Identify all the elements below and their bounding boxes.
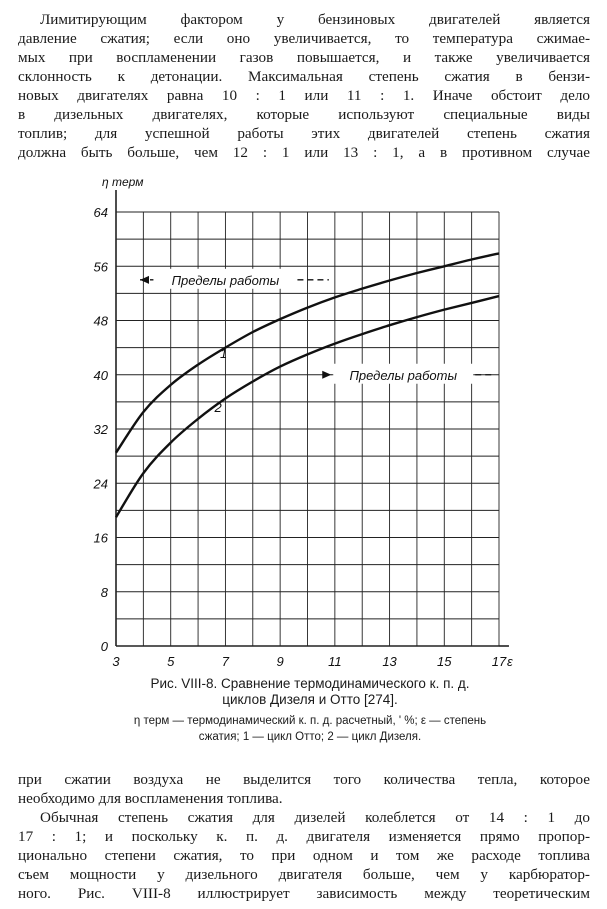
x-tick-label: 3: [112, 654, 120, 669]
text-line: склонность к детонации. Максимальная степень сжатия в бензи-: [18, 68, 590, 85]
text-line: 17 : 1; и поскольку к. п. д. двигателя изменяется прямо пропор-: [18, 828, 590, 845]
annotation-arrow-left: [322, 371, 331, 379]
y-tick-label: 8: [100, 584, 108, 600]
y-tick-label: 16: [93, 530, 108, 546]
x-tick-label: 5: [167, 654, 175, 669]
text-line: при сжатии воздуха не выделится того количества тепла, которое: [18, 771, 590, 788]
annotation-operating-range: Пределы работы: [349, 367, 458, 383]
y-tick-label: 40: [93, 367, 108, 383]
x-tick-label: 15: [437, 654, 452, 669]
figure-caption-line2: циклов Дизеля и Отто [274].: [222, 692, 398, 707]
paragraph-bottom-b: [18, 808, 590, 903]
x-tick-label: 11: [328, 654, 342, 669]
text-line: Лимитирующим фактором у бензиновых двигателей является: [40, 11, 590, 28]
annotation-arrow-left: [140, 276, 149, 284]
paragraph-top: [18, 10, 590, 162]
curve-label-2: 2: [214, 400, 222, 416]
x-axis-label: ε: [507, 654, 513, 669]
text-line: Обычная степень сжатия для дизелей колеблется от 14 : 1 до: [40, 809, 590, 826]
chart-frame: [116, 190, 509, 646]
curve-label-1: 1: [219, 345, 228, 361]
text-line: новых двигателях равна 10 : 1 или 11 : 1. Иначе обстоит дело: [18, 87, 590, 104]
y-tick-label: 48: [93, 313, 108, 329]
y-tick-label: 56: [93, 259, 108, 275]
chart-annotations: [140, 269, 493, 415]
paragraph-bottom-a: [18, 770, 590, 808]
text-line: необходимо для воспламенения топлива.: [18, 790, 283, 807]
y-tick-label: 32: [93, 422, 108, 437]
y-tick-label: 64: [93, 205, 108, 220]
figure-legend-line1: η терм — термодинамический к. п. д. расчетный, ' %; ε — степень: [133, 715, 487, 727]
x-tick-label: 7: [221, 654, 230, 669]
x-tick-label: 17: [491, 654, 507, 669]
text-line: ного. Рис. VIII-8 иллюстрирует зависимость между теоретическим: [18, 885, 590, 902]
chart-ticks: [93, 205, 507, 669]
figure-legend-line2: сжатия; 1 — цикл Отто; 2 — цикл Дизеля.: [198, 731, 422, 743]
figure-caption-line1: Рис. VIII-8. Сравнение термодинамического к. п. д.: [150, 676, 470, 691]
x-tick-label: 9: [276, 654, 284, 669]
text-line: мых при воспламенении газов повышается, и также увеличивается: [18, 49, 590, 66]
x-tick-label: 13: [382, 654, 397, 669]
text-line: давление сжатия; если оно увеличивается, то температура сжимае-: [18, 30, 590, 47]
text-line: должна быть больше, чем 12 : 1 или 13 : 1, а в противном случае: [18, 144, 590, 161]
text-line: в дизельных двигателях, которые используют специальные виды: [18, 106, 590, 123]
y-tick-label: 0: [100, 639, 108, 654]
y-tick-label: 24: [93, 476, 108, 492]
text-line: съем мощности у дизельного двигателя больше, чем у карбюратор-: [18, 866, 590, 883]
text-line: топлив; для успешной работы этих двигателей степень сжатия: [18, 125, 590, 142]
efficiency-chart: [0, 172, 607, 677]
y-axis-label: η терм: [102, 175, 144, 189]
text-line: ционально степени сжатия, то при одном и том же расходе топлива: [18, 847, 590, 864]
annotation-operating-range: Пределы работы: [171, 272, 280, 288]
